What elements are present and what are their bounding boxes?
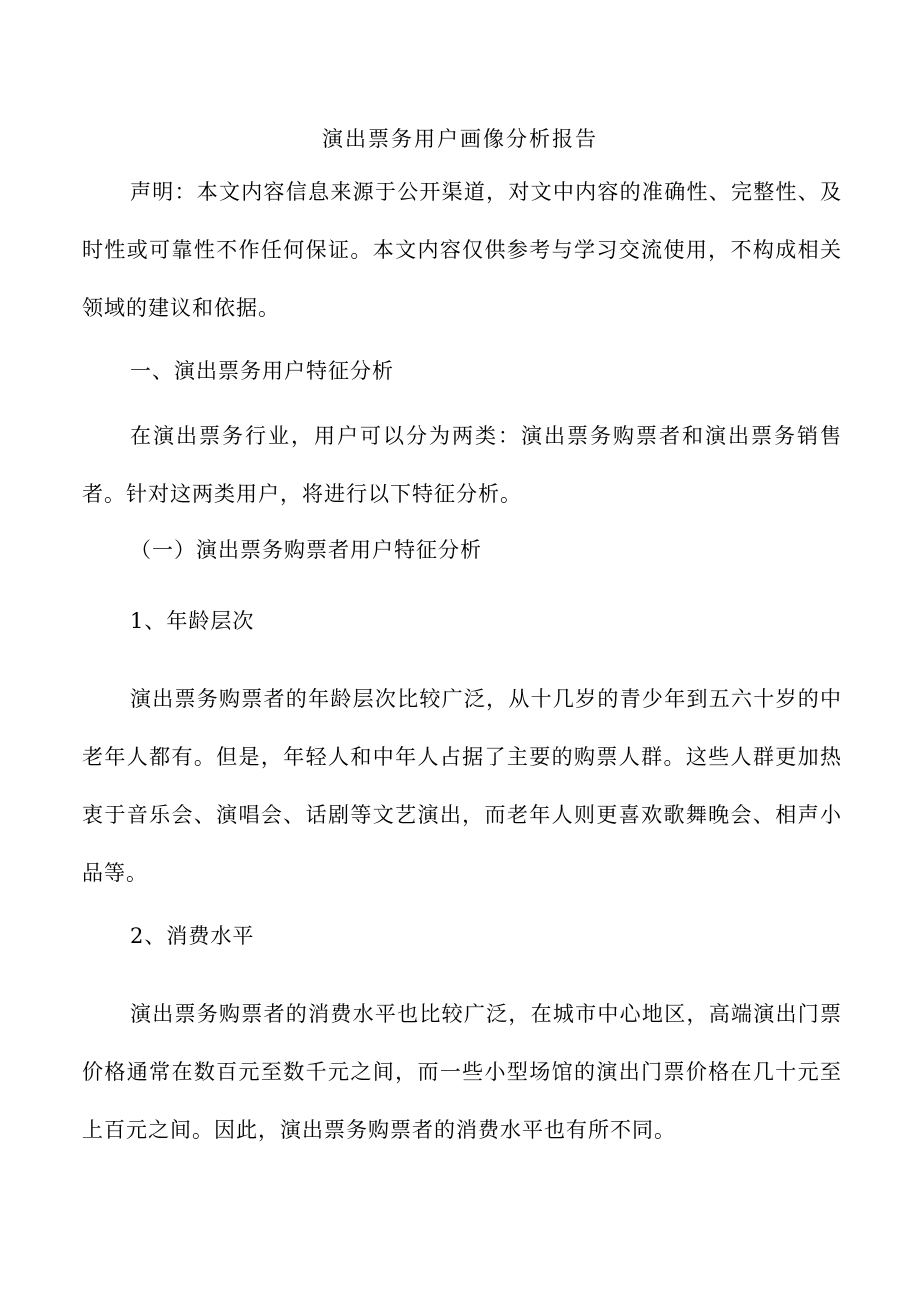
section-intro-paragraph: 在演出票务行业，用户可以分为两类：演出票务购票者和演出票务销售者。针对这两类用户，将进行以下特征分析。	[82, 424, 842, 506]
section-heading-1: 一、演出票务用户特征分析	[130, 359, 394, 383]
item-body-spending: 演出票务购票者的消费水平也比较广泛，在城市中心地区，高端演出门票价格通常在数百元至数千元之间，而一些小型场馆的演出门票价格在几十元至上百元之间。因此，演出票务购票者的消费水平也有所不同。	[82, 1002, 842, 1142]
subsection-heading-1: （一）演出票务购票者用户特征分析	[130, 538, 482, 562]
item-heading-spending: 2、消费水平	[130, 924, 255, 948]
item-body-age: 演出票务购票者的年龄层次比较广泛，从十几岁的青少年到五六十岁的中老年人都有。但是，年轻人和中年人占据了主要的购票人群。这些人群更加热衷于音乐会、演唱会、话剧等文艺演出，而老年人则更喜欢歌舞晚会、相声小品等。	[82, 687, 842, 885]
disclaimer-paragraph: 声明：本文内容信息来源于公开渠道，对文中内容的准确性、完整性、及时性或可靠性不作任何保证。本文内容仅供参考与学习交流使用，不构成相关领域的建议和依据。	[82, 180, 842, 320]
item-heading-age: 1、年龄层次	[130, 609, 255, 633]
document-title: 演出票务用户画像分析报告	[322, 127, 598, 151]
